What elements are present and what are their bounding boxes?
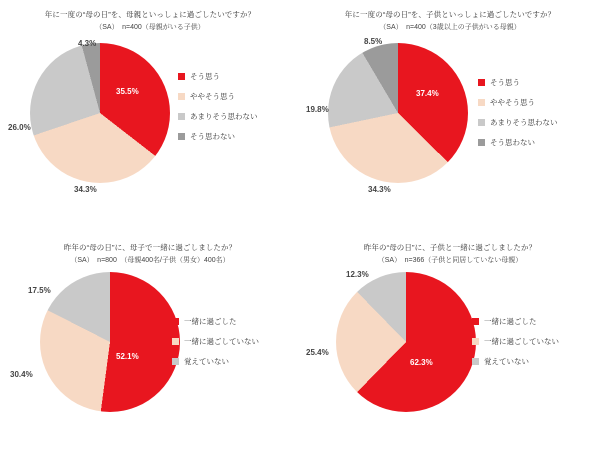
legend-swatch-icon: [172, 358, 179, 365]
legend-label-1-2: あまりそう思わない: [190, 112, 258, 122]
slice-label-3-2: 17.5%: [28, 286, 51, 296]
pie-chart-1: [30, 43, 170, 183]
legend-label-3-1: 一緒に過ごしていない: [184, 337, 259, 347]
pie-chart-4: [336, 272, 476, 412]
slice-label-4-1: 25.4%: [306, 348, 329, 358]
chart-subtitle-3: （SA） n=800 （母親400名/子供（男女）400名）: [70, 256, 230, 264]
legend-item-3-1: [172, 336, 280, 347]
slice-label-4-2: 12.3%: [346, 270, 369, 280]
chart-subtitle-1: （SA） n=400（母親がいる子供）: [95, 23, 205, 31]
legend-label-4-2: 覚えていない: [484, 357, 529, 367]
chart-title-4: 昨年の“母の日”に、子供と一緒に過ごしましたか？: [363, 243, 537, 252]
legend-swatch-icon: [478, 79, 485, 86]
legend-item-4-2: [472, 356, 580, 367]
legend-item-2-1: [478, 97, 586, 108]
slice-label-2-3: 8.5%: [364, 37, 383, 47]
legend-label-2-3: そう思わない: [490, 138, 535, 148]
legend-swatch-icon: [178, 113, 185, 120]
legend-swatch-icon: [478, 99, 485, 106]
legend-item-2-2: [478, 117, 586, 128]
slice-label-3-1: 30.4%: [10, 370, 33, 380]
slice-label-3-0: 52.1%: [116, 352, 139, 362]
chart-area-2: [306, 37, 594, 202]
legend-label-4-0: 一緒に過ごした: [484, 317, 537, 327]
chart-panel-2: [300, 0, 600, 233]
legend-item-2-0: [478, 77, 586, 88]
legend-swatch-icon: [178, 133, 185, 140]
legend-label-1-1: ややそう思う: [190, 92, 235, 102]
legend-label-1-3: そう思わない: [190, 132, 235, 142]
legend-item-4-0: [472, 316, 580, 327]
legend-label-2-0: そう思う: [490, 78, 520, 88]
legend-swatch-icon: [472, 318, 479, 325]
legend-swatch-icon: [472, 358, 479, 365]
legend-item-3-2: [172, 356, 280, 367]
legend-swatch-icon: [178, 93, 185, 100]
legend-swatch-icon: [472, 338, 479, 345]
legend-label-2-1: ややそう思う: [490, 98, 535, 108]
legend-swatch-icon: [478, 119, 485, 126]
legend-item-3-0: [172, 316, 280, 327]
pie-wrapper-3: [10, 272, 180, 412]
chart-area-3: [6, 270, 294, 435]
slice-label-1-2: 26.0%: [8, 123, 31, 133]
slice-label-1-3: 4.3%: [78, 39, 97, 49]
legend-item-1-0: [178, 71, 286, 82]
pie-chart-3: [40, 272, 180, 412]
legend-item-1-3: [178, 131, 286, 142]
pie-chart-2: [328, 43, 468, 183]
chart-subtitle-2: （SA） n=400（3歳以上の子供がいる母親）: [379, 23, 521, 31]
chart-title-2: 年に一度の“母の日”を、子供といっしょに過ごしたいですか？: [344, 10, 556, 19]
slice-label-4-0: 62.3%: [410, 358, 433, 368]
chart-legend-4: [472, 316, 580, 376]
legend-label-1-0: そう思う: [190, 72, 220, 82]
legend-label-4-1: 一緒に過ごしていない: [484, 337, 559, 347]
pie-wrapper-4: [306, 270, 476, 412]
legend-swatch-icon: [478, 139, 485, 146]
slice-label-1-0: 35.5%: [116, 87, 139, 97]
legend-item-1-1: [178, 91, 286, 102]
chart-subtitle-4: （SA） n=366（子供と同居していない母親）: [377, 256, 523, 264]
chart-legend-1: [178, 71, 286, 151]
chart-panel-4: [300, 233, 600, 466]
slice-label-1-1: 34.3%: [74, 185, 97, 195]
legend-swatch-icon: [178, 73, 185, 80]
legend-swatch-icon: [172, 338, 179, 345]
chart-legend-3: [172, 316, 280, 376]
slice-label-2-2: 19.8%: [306, 105, 329, 115]
legend-item-4-1: [472, 336, 580, 347]
pie-wrapper-2: [306, 37, 468, 195]
pie-wrapper-1: [8, 39, 170, 195]
legend-label-2-2: あまりそう思わない: [490, 118, 558, 128]
chart-legend-2: [478, 77, 586, 157]
legend-swatch-icon: [172, 318, 179, 325]
chart-panel-3: [0, 233, 300, 466]
legend-item-2-3: [478, 137, 586, 148]
chart-title-1: 年に一度の“母の日”を、母親といっしょに過ごしたいですか？: [44, 10, 256, 19]
legend-item-1-2: [178, 111, 286, 122]
legend-label-3-2: 覚えていない: [184, 357, 229, 367]
chart-title-3: 昨年の“母の日”に、母子で一緒に過ごしましたか？: [63, 243, 237, 252]
chart-area-1: [6, 37, 294, 202]
legend-label-3-0: 一緒に過ごした: [184, 317, 237, 327]
chart-panel-1: [0, 0, 300, 233]
slice-label-2-0: 37.4%: [416, 89, 439, 99]
chart-area-4: [306, 270, 594, 435]
slice-label-2-1: 34.3%: [368, 185, 391, 195]
